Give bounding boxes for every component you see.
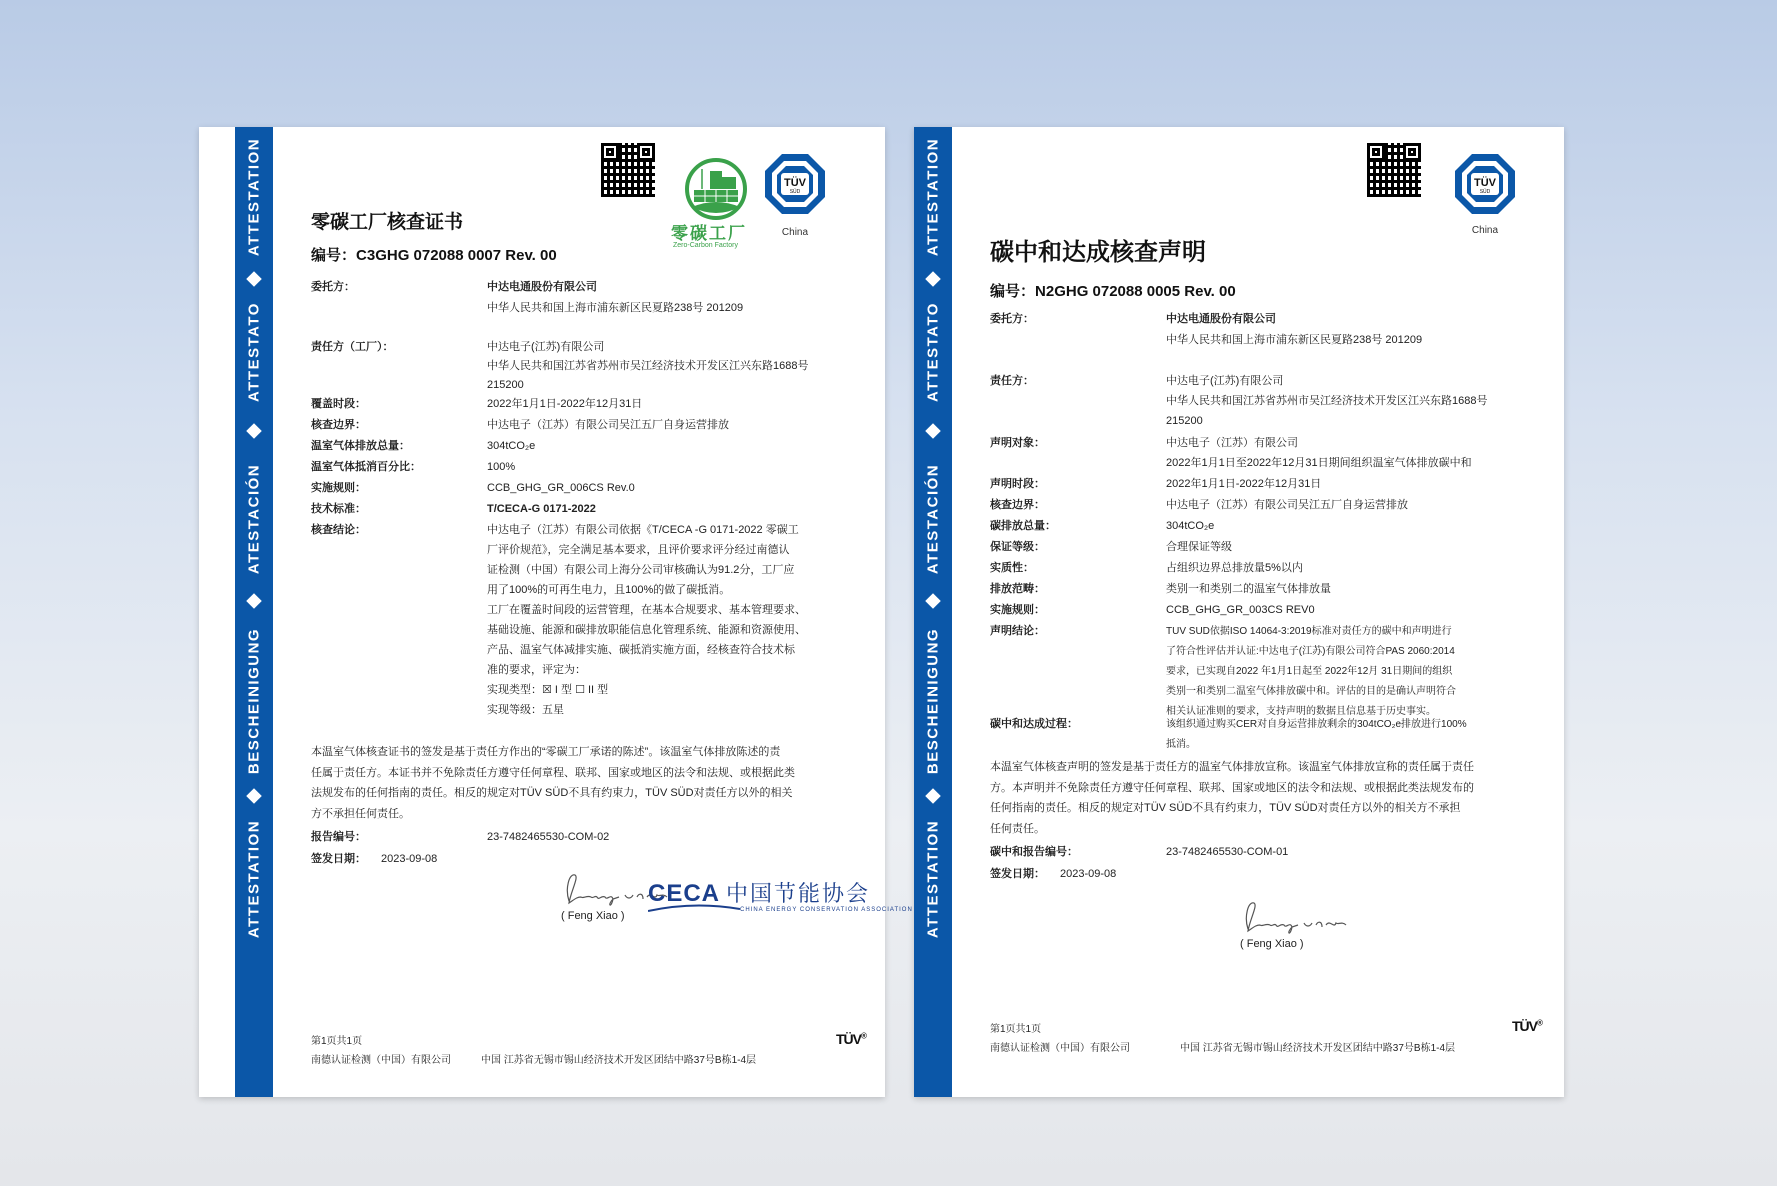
field-label: 核查边界： bbox=[990, 499, 1045, 511]
field-label: 声明结论： bbox=[990, 625, 1045, 637]
disclaimer-line: 法规发布的任何指南的责任。相反的规定对TÜV SÜD不具有约束力，TÜV SÜD对责任方以外的相关 bbox=[311, 787, 793, 799]
field-value: CCB_GHG_GR_003CS REV0 bbox=[1166, 604, 1315, 616]
ceca-swoosh-icon bbox=[648, 903, 740, 913]
field-value: 厂评价规范》，完全满足基本要求，且评价要求评分经过南德认 bbox=[487, 544, 790, 556]
field-label: 碳排放总量： bbox=[990, 520, 1056, 532]
field-label: 技术标准： bbox=[311, 503, 366, 515]
band-word: ATTESTATION bbox=[245, 137, 263, 257]
page-indicator: 第1页共1页 bbox=[990, 1024, 1042, 1035]
field-value: 中达电子（江苏）有限公司依据《T/CECA -G 0171-2022 零碳工 bbox=[487, 524, 799, 536]
certificate-title: 零碳工厂核查证书 bbox=[311, 212, 464, 233]
field-value: 合理保证等级 bbox=[1166, 541, 1232, 553]
field-label: 碳中和达成过程： bbox=[990, 718, 1078, 730]
diamond-icon bbox=[925, 423, 941, 439]
disclaimer-line: 本温室气体核查证书的签发是基于责任方作出的“零碳工厂承诺的陈述”。该温室气体排放陈述的责 bbox=[311, 746, 781, 758]
svg-text:SÜD: SÜD bbox=[789, 189, 801, 195]
diamond-icon bbox=[246, 788, 262, 804]
field-value: CCB_GHG_GR_006CS Rev.0 bbox=[487, 482, 635, 494]
issuer-name: 南德认证检测（中国）有限公司 bbox=[311, 1055, 451, 1066]
field-value: 2023-09-08 bbox=[1060, 868, 1117, 880]
signatory-name: ( Feng Xiao ) bbox=[1240, 938, 1304, 950]
field-value: 中华人民共和国江苏省苏州市吴江经济技术开发区江兴东路1688号 bbox=[1166, 395, 1488, 407]
field-label: 报告编号： bbox=[311, 831, 366, 843]
page-indicator: 第1页共1页 bbox=[311, 1036, 363, 1047]
statement-number-value: N2GHG 072088 0005 Rev. 00 bbox=[1035, 283, 1236, 300]
diamond-icon bbox=[246, 271, 262, 287]
ceca-logo bbox=[648, 877, 913, 917]
band-word: BESCHEINIGUNG bbox=[924, 627, 942, 775]
field-label: 排放范畴： bbox=[990, 583, 1045, 595]
svg-text:TÜV: TÜV bbox=[784, 177, 806, 189]
field-value: 中达电子（江苏）有限公司吴江五厂自身运营排放 bbox=[487, 419, 729, 431]
certificate-number-value: C3GHG 072088 0007 Rev. 00 bbox=[356, 247, 557, 264]
field-value: 215200 bbox=[487, 379, 524, 391]
band-word: BESCHEINIGUNG bbox=[245, 627, 263, 775]
field-value: 100% bbox=[487, 461, 516, 473]
field-value: 该组织通过购买CER对自身运营排放剩余的304tCO₂e排放进行100% bbox=[1166, 719, 1467, 730]
svg-text:TÜV: TÜV bbox=[1474, 177, 1496, 189]
signatory-name: ( Feng Xiao ) bbox=[561, 910, 625, 922]
statement-number bbox=[990, 280, 1236, 301]
field-value: 中达电子（江苏）有限公司 bbox=[1166, 437, 1298, 449]
diamond-icon bbox=[246, 593, 262, 609]
tuv-region-label: China bbox=[781, 227, 809, 238]
field-label: 签发日期： bbox=[990, 868, 1045, 880]
statement-title: 碳中和达成核查声明 bbox=[990, 239, 1206, 266]
field-value: 中达电通股份有限公司 bbox=[487, 281, 597, 293]
zcf-logo-en: Zero-Carbon Factory bbox=[673, 242, 738, 249]
field-value: 215200 bbox=[1166, 415, 1203, 427]
band-word: ATTESTATION bbox=[924, 137, 942, 257]
disclaimer-line: 方不承担任何责任。 bbox=[311, 807, 410, 820]
disclaimer-line: 任何指南的责任。相反的规定对TÜV SÜD不具有约束力，TÜV SÜD对责任方以外的相关方不承担 bbox=[990, 802, 1461, 814]
field-label: 声明时段： bbox=[990, 478, 1045, 490]
band-word: ATTESTATION bbox=[924, 819, 942, 939]
field-label: 覆盖时段： bbox=[311, 398, 366, 410]
field-value: 要求，已实现自2022 年1月1日起至 2022年12月 31日期间的组织 bbox=[1166, 666, 1453, 677]
realization-level: 实现等级：五星 bbox=[487, 704, 564, 716]
field-value: 了符合性评估并认证:中达电子(江苏)有限公司符合PAS 2060:2014 bbox=[1166, 646, 1455, 657]
field-label: 核查边界： bbox=[311, 419, 366, 431]
diamond-icon bbox=[925, 788, 941, 804]
disclaimer-paragraph bbox=[311, 742, 795, 824]
attestation-side-band bbox=[235, 127, 273, 1097]
band-word: ATTESTATION bbox=[245, 819, 263, 939]
issuer-name: 南德认证检测（中国）有限公司 bbox=[990, 1043, 1130, 1054]
zero-carbon-factory-certificate bbox=[199, 127, 913, 1097]
field-label: 委托方： bbox=[311, 281, 355, 293]
field-value: 304tCO₂e bbox=[1166, 520, 1215, 532]
carbon-neutrality-verification-statement bbox=[914, 127, 1564, 1097]
issuer-address: 中国 江苏省无锡市锡山经济技术开发区团结中路37号B栋1-4层 bbox=[481, 1055, 757, 1066]
field-value: 工厂在覆盖时间段的运营管理，在基本合规要求、基本管理要求、 bbox=[487, 604, 806, 616]
field-value: 2022年1月1日至2022年12月31日期间组织温室气体排放碳中和 bbox=[1166, 457, 1472, 469]
band-word: ATESTACIÓN bbox=[245, 463, 263, 575]
disclaimer-line: 本温室气体核查声明的签发是基于责任方的温室气体排放宣称。该温室气体排放宣称的责任属于责任 bbox=[990, 761, 1474, 773]
field-value: 准的要求，评定为： bbox=[487, 664, 586, 676]
field-label: 实质性： bbox=[990, 562, 1034, 574]
field-label: 核查结论： bbox=[311, 524, 366, 536]
field-label: 委托方： bbox=[990, 313, 1034, 325]
field-value: 证检测（中国）有限公司上海分公司审核确认为91.2分，工厂应 bbox=[487, 564, 795, 576]
field-value: 中达电通股份有限公司 bbox=[1166, 313, 1276, 325]
field-value: 相关认证准则的要求，支持声明的数据且信息基于历史事实。 bbox=[1166, 706, 1436, 717]
field-value: 中华人民共和国上海市浦东新区民夏路238号 201209 bbox=[1166, 334, 1423, 346]
field-label: 实施规则： bbox=[311, 482, 366, 494]
tuv-trademark: TÜV® bbox=[836, 1031, 866, 1047]
field-value: 中华人民共和国上海市浦东新区民夏路238号 201209 bbox=[487, 302, 744, 314]
field-label: 碳中和报告编号： bbox=[990, 846, 1078, 858]
attestation-side-band bbox=[914, 127, 952, 1097]
field-label: 温室气体排放总量： bbox=[311, 440, 410, 452]
band-word: ATTESTATO bbox=[245, 302, 263, 402]
field-value: 2023-09-08 bbox=[381, 853, 438, 865]
field-value: 类别一和类别二的温室气体排放量 bbox=[1166, 583, 1331, 595]
field-value: 抵消。 bbox=[1166, 739, 1196, 750]
disclaimer-line: 任何责任。 bbox=[990, 822, 1045, 835]
field-value: 用了100%的可再生电力，且100%的做了碳抵消。 bbox=[487, 584, 731, 596]
disclaimer-line: 任属于责任方。本证书并不免除责任方遵守任何章程、联邦、国家或地区的法令和法规、或根据此类 bbox=[311, 766, 795, 779]
field-value: 产品、温室气体减排实施、碳抵消实施方面，经核查符合技术标 bbox=[487, 644, 795, 656]
field-label: 签发日期： bbox=[311, 853, 366, 865]
field-label: 责任方（工厂）： bbox=[311, 341, 394, 353]
issuer-address: 中国 江苏省无锡市锡山经济技术开发区团结中路37号B栋1-4层 bbox=[1180, 1043, 1456, 1054]
realization-type: 实现类型：☒ I 型 ☐ II 型 bbox=[487, 684, 609, 696]
field-value: 23-7482465530-COM-02 bbox=[487, 831, 610, 843]
field-value: 304tCO₂e bbox=[487, 440, 536, 452]
field-value: 2022年1月1日-2022年12月31日 bbox=[1166, 478, 1322, 490]
signature-icon bbox=[1240, 897, 1360, 937]
statement-number-label: 编号： bbox=[990, 283, 1036, 300]
disclaimer-paragraph bbox=[990, 757, 1474, 839]
field-label: 声明对象： bbox=[990, 437, 1045, 449]
field-value: 类别一和类别二温室气体排放碳中和。评估的目的是确认声明符合 bbox=[1166, 686, 1456, 697]
field-value: 占组织边界总排放量5%以内 bbox=[1166, 562, 1303, 574]
disclaimer-line: 方。本声明并不免除责任方遵守任何章程、联邦、国家或地区的法令和法规、或根据此类法规发布的 bbox=[990, 781, 1474, 794]
ceca-abbr: CECA bbox=[648, 880, 721, 907]
band-word: ATTESTATO bbox=[924, 302, 942, 402]
field-value: TUV SUD依据ISO 14064-3:2019标准对责任方的碳中和声明进行 bbox=[1166, 626, 1452, 637]
ceca-name-cn: 中国节能协会 bbox=[726, 881, 871, 906]
svg-text:SÜD: SÜD bbox=[1479, 189, 1491, 195]
diamond-icon bbox=[925, 271, 941, 287]
field-value: 中达电子（江苏）有限公司吴江五厂自身运营排放 bbox=[1166, 499, 1408, 511]
field-value: 2022年1月1日-2022年12月31日 bbox=[487, 398, 643, 410]
certificate-number-label: 编号： bbox=[311, 247, 357, 264]
field-value: 23-7482465530-COM-01 bbox=[1166, 846, 1289, 858]
ceca-name-en: CHINA ENERGY CONSERVATION ASSOCIATION bbox=[740, 907, 913, 913]
field-label: 保证等级： bbox=[990, 541, 1045, 553]
field-value: 基础设施、能源和碳排放职能信息化管理系统、能源和资源使用、 bbox=[487, 624, 806, 636]
field-label: 责任方： bbox=[990, 375, 1034, 387]
zcf-logo-cn: 零碳工厂 bbox=[671, 224, 747, 243]
certificate-number bbox=[311, 244, 557, 265]
field-value: 中达电子(江苏)有限公司 bbox=[487, 341, 605, 353]
tuv-region-label: China bbox=[1471, 225, 1499, 236]
field-value: 中华人民共和国江苏省苏州市吴江经济技术开发区江兴东路1688号 bbox=[487, 360, 809, 372]
band-word: ATESTACIÓN bbox=[924, 463, 942, 575]
field-label: 温室气体抵消百分比： bbox=[311, 461, 421, 473]
field-value: T/CECA-G 0171-2022 bbox=[487, 503, 596, 515]
diamond-icon bbox=[246, 423, 262, 439]
field-label: 实施规则： bbox=[990, 604, 1045, 616]
tuv-trademark: TÜV® bbox=[1512, 1018, 1542, 1034]
field-value: 中达电子(江苏)有限公司 bbox=[1166, 375, 1284, 387]
diamond-icon bbox=[925, 593, 941, 609]
